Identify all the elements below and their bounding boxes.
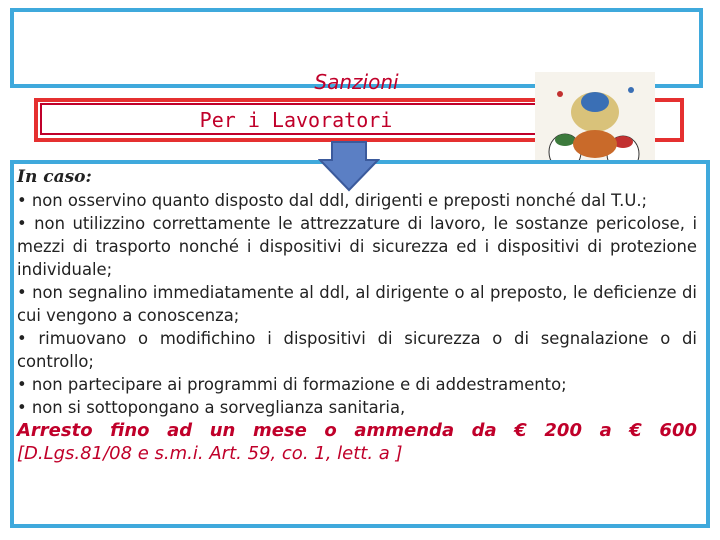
- list-item: • non partecipare ai programmi di formazione e di addestramento;: [17, 375, 567, 394]
- list-item: • non si sottopongano a sorveglianza sanitaria,: [17, 398, 406, 417]
- penalty-text: Arresto fino ad un mese o ammenda da € 200 a € 600: [17, 420, 697, 441]
- list-item: • non utilizzino correttamente le attrezzature di lavoro, le sostanze pericolose, i mezzi di trasporto nonché i dispositivi di sicurezza ed i dispositivi di protezione individuale;: [17, 214, 697, 279]
- list-item: • non segnalino immediatamente al ddl, al dirigente o al preposto, le deficienze di cui vengono a conoscenza;: [17, 283, 697, 325]
- content-heading: In caso:: [17, 167, 92, 187]
- list-item: • rimuovano o modifichino i dispositivi di sicurezza o di segnalazione o di controllo;: [17, 329, 697, 371]
- content-body: [17, 166, 697, 465]
- slide-title: Sanzioni: [314, 70, 399, 94]
- list-item: • non osservino quanto disposto dal ddl, dirigenti e preposti nonché dal T.U.;: [17, 191, 648, 210]
- subtitle: Per i Lavoratori: [40, 103, 552, 135]
- legal-reference: [D.Lgs.81/08 e s.m.i. Art. 59, co. 1, lett. a ]: [17, 443, 403, 464]
